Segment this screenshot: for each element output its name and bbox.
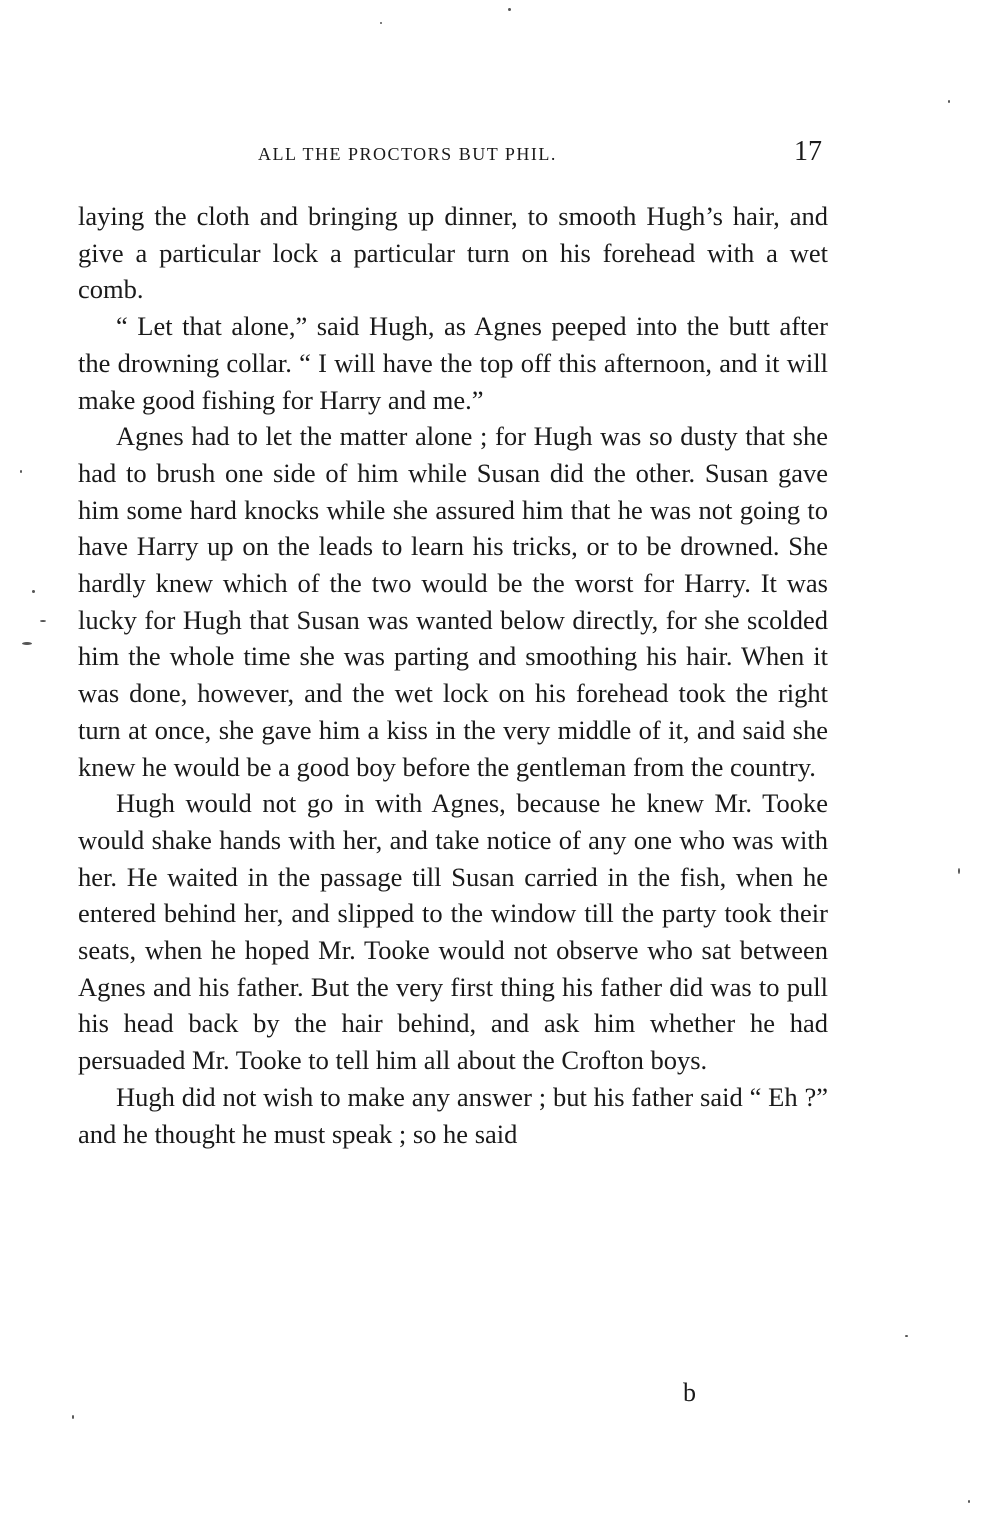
print-speck <box>508 8 511 11</box>
paragraph: “ Let that alone,” said Hugh, as Agnes peeped into the butt after the drowning collar. “ I will have the top off this afternoon, and it will make good fishing for Harry and me.” <box>78 311 828 415</box>
print-speck <box>958 868 960 874</box>
page-number: 17 <box>794 136 822 167</box>
paragraph: Hugh did not wish to make any answer ; but his father said “ Eh ?” and he thought he must speak ; so he said <box>78 1081 828 1149</box>
print-speck <box>72 1415 74 1419</box>
body-text <box>78 198 828 1152</box>
paragraph: laying the cloth and bringing up dinner, to smooth Hugh’s hair, and give a particular lock a particular turn on his forehead with a wet comb. <box>78 201 828 305</box>
print-speck <box>380 22 382 24</box>
print-speck <box>905 1335 908 1337</box>
print-speck <box>968 1500 970 1503</box>
signature-mark: b <box>683 1378 696 1407</box>
paragraph: Agnes had to let the matter alone ; for Hugh was so dusty that she had to brush one side of him while Susan did the other. Susan gave him some hard knocks while she assured him that he was not going to have Harry up on the leads to learn his tricks, or to be drowned. She hardly knew which of the two would be the worst for Harry. It was lucky for Hugh that Susan was wanted below directly, for she scolded him the whole time she was parting and smoothing his hair. When it was done, however, and the wet lock on his forehead took the right turn at once, she gave him a kiss in the very middle of it, and said she knew he would be a good boy before the gentleman from the country. <box>78 421 828 782</box>
print-speck <box>948 100 950 103</box>
print-speck <box>40 620 46 622</box>
running-title: ALL THE PROCTORS BUT PHIL. <box>258 144 557 164</box>
print-speck <box>22 642 32 645</box>
paragraph: Hugh would not go in with Agnes, because he knew Mr. Tooke would shake hands with her, and take notice of any one who was with her. He waited in the passage till Susan carried in the fish, when he entered behind her, and slipped to the window till the party took their seats, when he hoped Mr. Tooke would not observe who sat between Agnes and his father. But the very first thing his father did was to pull his head back by the hair behind, and ask him whether he had persuaded Mr. Tooke to tell him all about the Crofton boys. <box>78 788 828 1076</box>
print-speck <box>32 590 35 593</box>
running-head <box>78 136 828 174</box>
print-speck <box>20 470 22 473</box>
